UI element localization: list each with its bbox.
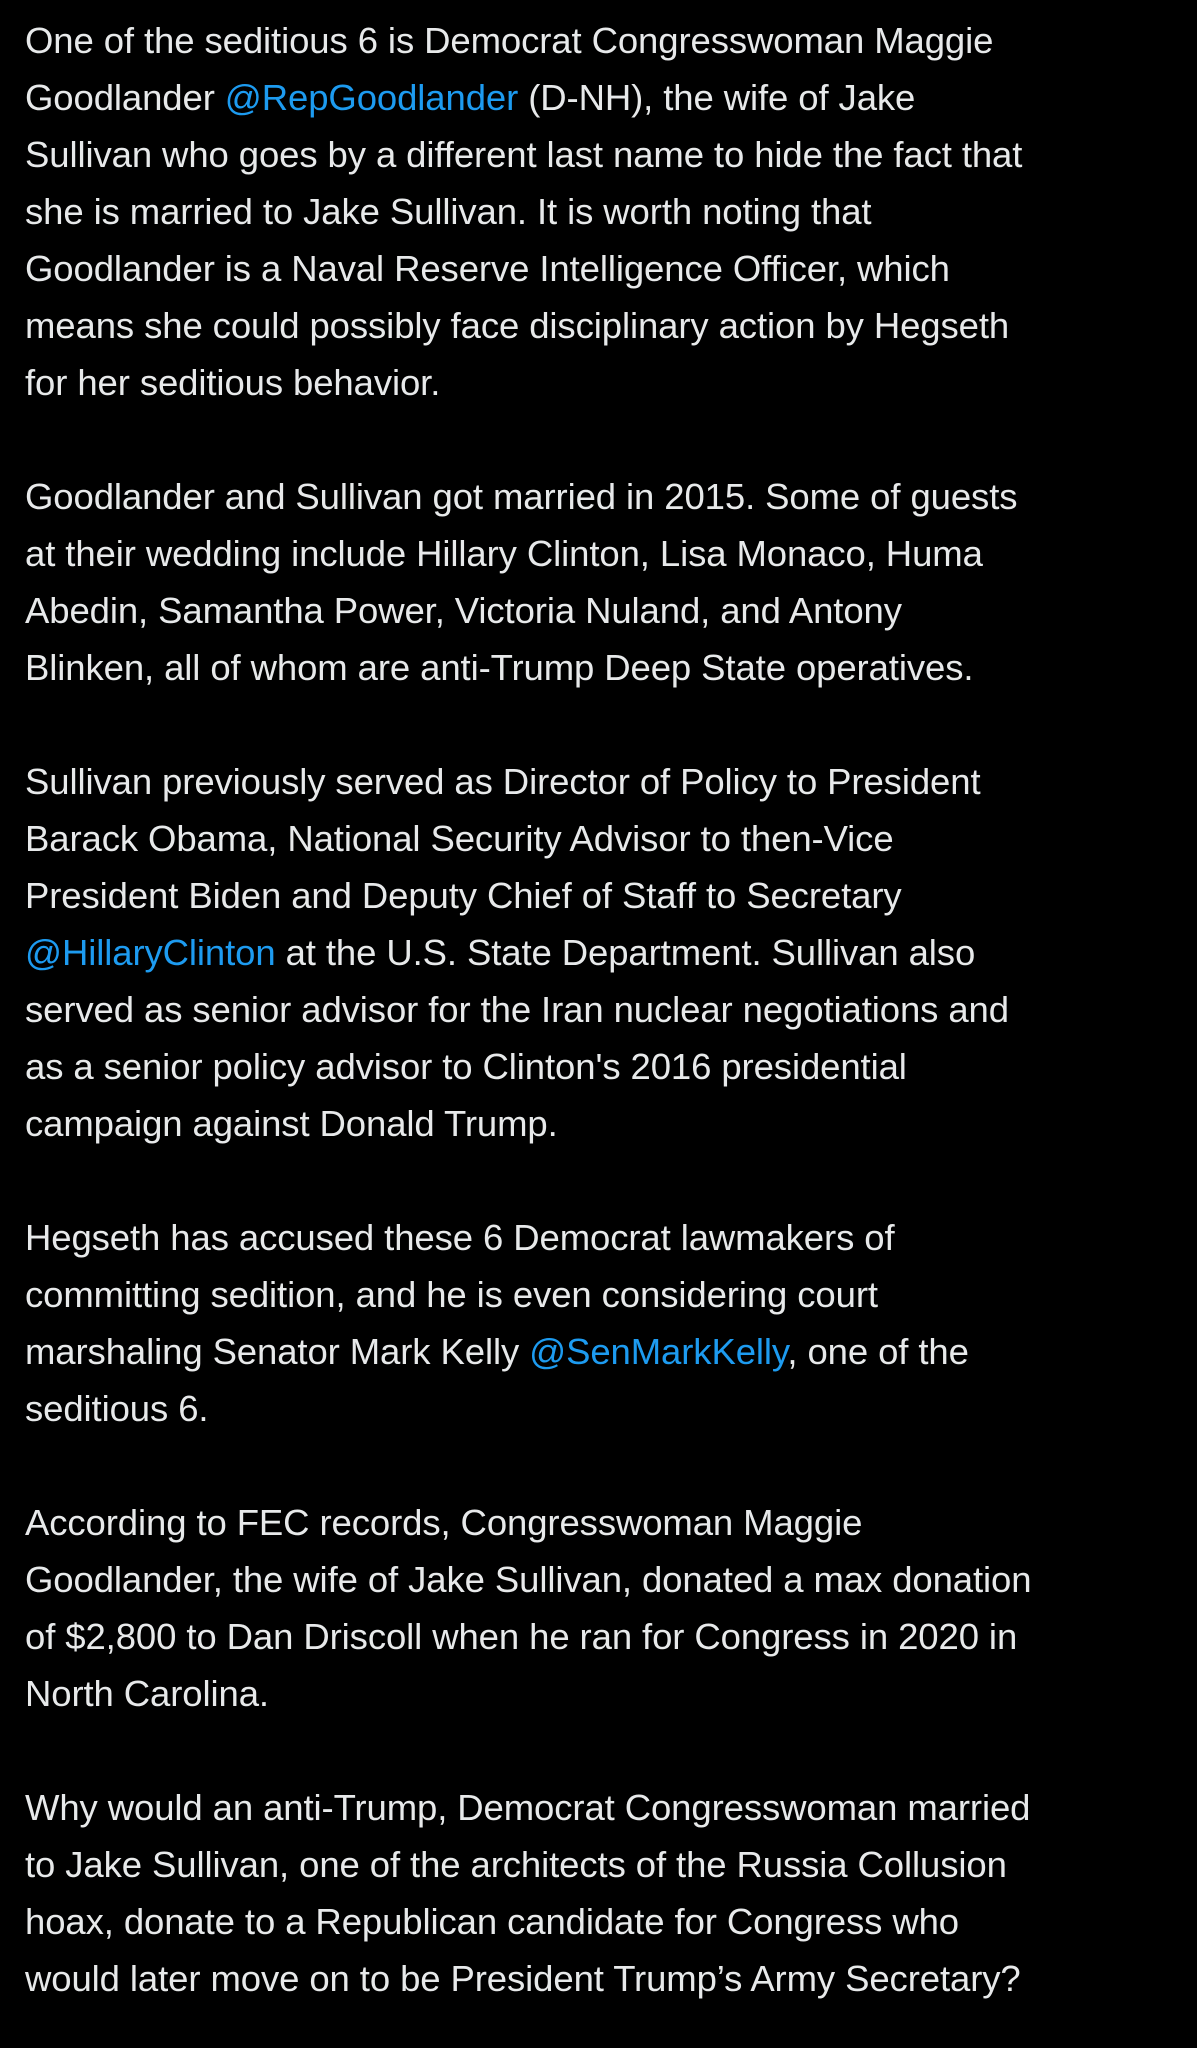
paragraph-2 <box>25 468 1185 696</box>
text-line: served as senior advisor for the Iran nuclear negotiations and <box>25 989 1009 1030</box>
paragraph-3 <box>25 753 1185 1152</box>
text-fragment: marshaling Senator Mark Kelly <box>25 1331 530 1372</box>
text-fragment: at the U.S. State Department. Sullivan also <box>275 932 976 973</box>
text-line: Hegseth has accused these 6 Democrat lawmakers of <box>25 1217 895 1258</box>
text-line: means she could possibly face disciplinary action by Hegseth <box>25 305 1010 346</box>
text-line: According to FEC records, Congresswoman Maggie <box>25 1502 863 1543</box>
text-line: of $2,800 to Dan Driscoll when he ran for Congress in 2020 in <box>25 1616 1018 1657</box>
text-line: One of the seditious 6 is Democrat Congresswoman Maggie <box>25 20 994 61</box>
text-line: North Carolina. <box>25 1673 269 1714</box>
text-line: for her seditious behavior. <box>25 362 441 403</box>
text-line: as a senior policy advisor to Clinton's 2016 presidential <box>25 1046 907 1087</box>
text-line: campaign against Donald Trump. <box>25 1103 558 1144</box>
paragraph-5 <box>25 1494 1185 1722</box>
text-line: to Jake Sullivan, one of the architects of the Russia Collusion <box>25 1844 1007 1885</box>
text-line: seditious 6. <box>25 1388 209 1429</box>
text-line: she is married to Jake Sullivan. It is worth noting that <box>25 191 872 232</box>
text-fragment: Goodlander <box>25 77 225 118</box>
paragraph-1 <box>25 12 1185 411</box>
text-line: Sullivan previously served as Director of Policy to President <box>25 761 981 802</box>
mention-link-sen-mark-kelly[interactable]: @SenMarkKelly <box>529 1331 788 1372</box>
text-line: Sullivan who goes by a different last name to hide the fact that <box>25 134 1023 175</box>
mention-link-hillary-clinton[interactable]: @HillaryClinton <box>25 932 276 973</box>
text-fragment: , one of the <box>787 1331 969 1372</box>
post-body <box>25 12 1185 2007</box>
text-line: Goodlander and Sullivan got married in 2015. Some of guests <box>25 476 1018 517</box>
text-line: Blinken, all of whom are anti-Trump Deep State operatives. <box>25 647 974 688</box>
text-fragment: (D-NH), the wife of Jake <box>518 77 916 118</box>
text-line <box>25 69 1185 126</box>
text-line: Goodlander is a Naval Reserve Intelligence Officer, which <box>25 248 950 289</box>
text-line: President Biden and Deputy Chief of Staff to Secretary <box>25 875 902 916</box>
text-line: hoax, donate to a Republican candidate for Congress who <box>25 1901 959 1942</box>
text-line <box>25 1323 1185 1380</box>
text-line: Goodlander, the wife of Jake Sullivan, donated a max donation <box>25 1559 1032 1600</box>
text-line: at their wedding include Hillary Clinton, Lisa Monaco, Huma <box>25 533 983 574</box>
paragraph-6 <box>25 1779 1185 2007</box>
paragraph-4 <box>25 1209 1185 1437</box>
text-line: Barack Obama, National Security Advisor to then-Vice <box>25 818 894 859</box>
text-line: committing sedition, and he is even considering court <box>25 1274 878 1315</box>
text-line <box>25 924 1185 981</box>
text-line: Abedin, Samantha Power, Victoria Nuland, and Antony <box>25 590 902 631</box>
text-line: Why would an anti-Trump, Democrat Congresswoman married <box>25 1787 1031 1828</box>
text-line: would later move on to be President Trump’s Army Secretary? <box>25 1958 1021 1999</box>
mention-link-rep-goodlander[interactable]: @RepGoodlander <box>224 77 519 118</box>
